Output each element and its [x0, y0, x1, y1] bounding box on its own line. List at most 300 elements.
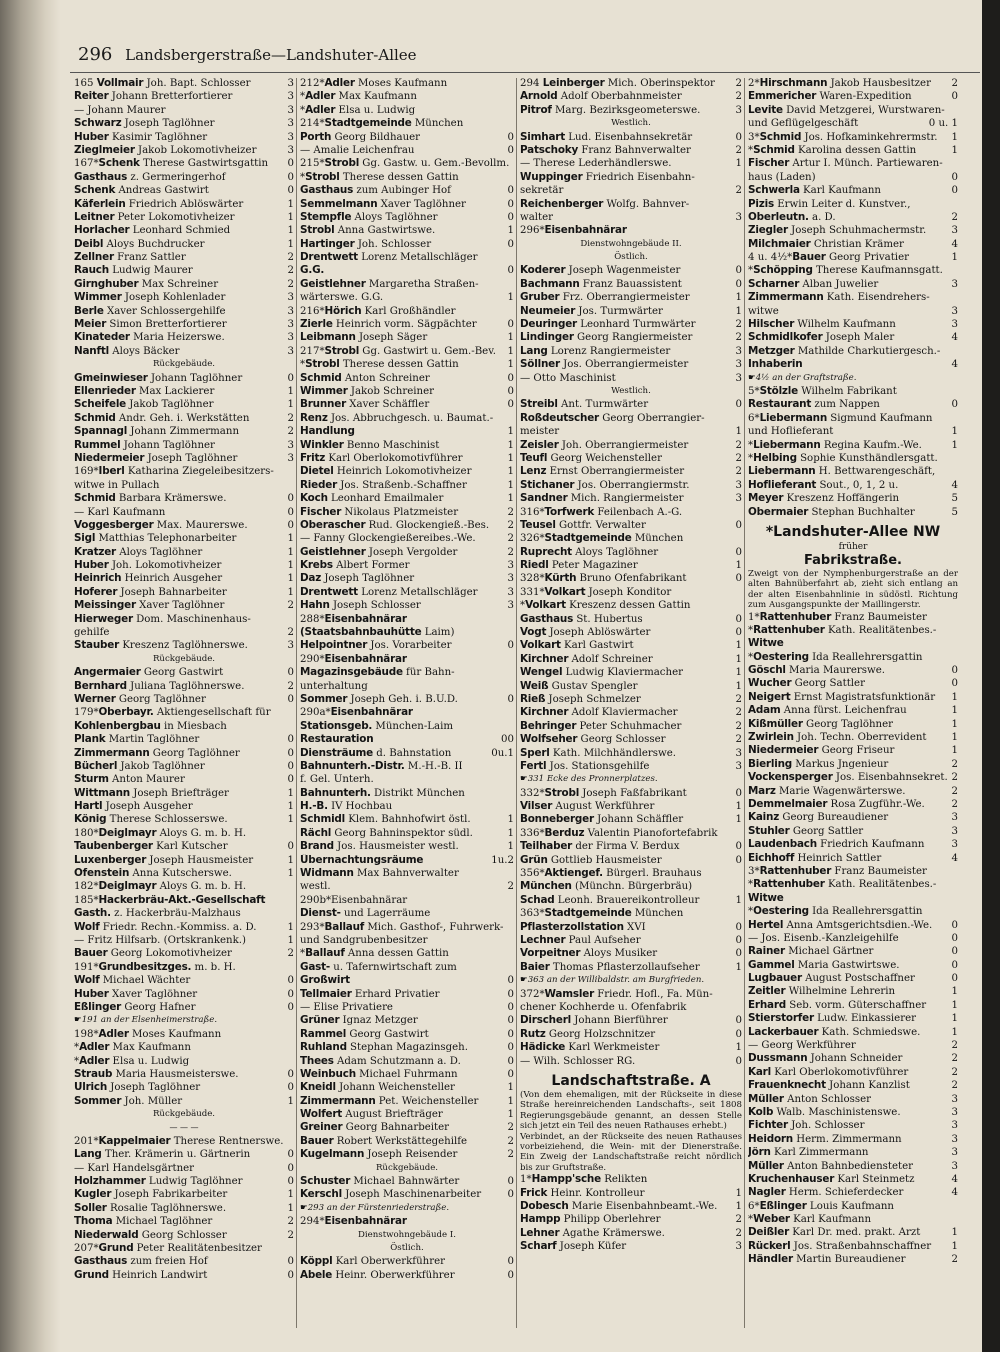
directory-entry — [300, 1001, 514, 1014]
floor-number: 2 — [507, 1149, 514, 1161]
entry-text: Helpointner Jos. Vorarbeiter — [300, 639, 452, 652]
entry-text: Metzger Mathilde Charkutiergesch.- — [748, 344, 941, 357]
entry-text: Heidorn Herm. Zimmermann — [748, 1132, 902, 1145]
entry-text: Zwirlein Joh. Techn. Oberrevident — [748, 731, 927, 744]
cross-reference: ☛ 4½ an der Graftstraße. — [748, 372, 958, 385]
floor-number: 0 — [287, 1176, 294, 1188]
entry-text: Weiß Gustav Spengler — [520, 679, 638, 692]
directory-entry — [748, 1052, 958, 1065]
directory-entry — [300, 787, 514, 800]
entry-text: — Karl Handelsgärtner — [74, 1162, 195, 1174]
entry-text: Niedermeier Georg Friseur — [748, 744, 895, 757]
floor-number: 1 — [287, 225, 294, 237]
entry-text: Strobl Anna Gastwirtswe. — [300, 224, 436, 237]
floor-number: 0 — [287, 760, 294, 772]
entry-text: Widmann Max Bahnverwalter — [300, 867, 459, 880]
directory-entry — [520, 813, 742, 826]
entry-text: 182*Deiglmayr Aloys G. m. b. H. — [74, 880, 247, 893]
directory-entry — [520, 331, 742, 344]
directory-entry — [520, 961, 742, 974]
directory-entry — [748, 117, 958, 130]
floor-number: 1 — [735, 894, 742, 906]
floor-number: 3 — [287, 640, 294, 652]
directory-entry — [74, 439, 294, 452]
directory-entry — [300, 1135, 514, 1148]
entry-text: 294*Eisenbahnärar — [300, 1215, 407, 1228]
floor-number: 2 — [951, 1066, 958, 1078]
entry-text: Vockensperger Jos. Eisenbahnsekret. — [748, 771, 948, 784]
entry-text: Geistlehner Joseph Vergolder — [300, 545, 458, 558]
entry-text: Krebs Albert Former — [300, 559, 410, 572]
entry-text: Sommer Joseph Geh. i. B.U.D. — [300, 692, 458, 705]
directory-entry — [520, 157, 742, 170]
directory-entry — [74, 1041, 294, 1054]
floor-number: 0u.1 — [491, 747, 514, 759]
entry-text: Gruber Frz. Oberrangiermeister — [520, 291, 690, 304]
floor-number: 1 — [287, 198, 294, 210]
floor-number: 2 — [287, 680, 294, 692]
directory-entry — [748, 1213, 958, 1226]
cross-reference: ☛ 363 an der Willibaldstr. am Burgfrieden. — [520, 974, 742, 987]
directory-entry — [300, 224, 514, 237]
floor-number: 0 — [507, 131, 514, 143]
floor-number: 1 — [507, 1095, 514, 1107]
entry-text: f. Gel. Unterh. — [300, 774, 374, 786]
directory-entry — [300, 318, 514, 331]
entry-text: Wimmer Jakob Schreiner — [300, 384, 434, 397]
floor-number: 0 — [287, 185, 294, 197]
entry-text: Patschoky Franz Bahnverwalter — [520, 143, 691, 156]
directory-entry — [520, 1055, 742, 1068]
directory-entry — [748, 157, 958, 170]
directory-entry — [74, 131, 294, 144]
entry-text: Stichaner Jos. Oberrangiermstr. — [520, 478, 690, 491]
floor-number: 4 — [951, 238, 958, 250]
floor-number: 0 — [951, 171, 958, 183]
directory-entry — [748, 1039, 958, 1052]
directory-entry — [300, 546, 514, 559]
floor-number: 1 — [951, 745, 958, 757]
entry-text: sekretär — [520, 185, 564, 197]
directory-entry — [520, 666, 742, 679]
directory-entry — [520, 1173, 742, 1186]
floor-number: 3 — [951, 812, 958, 824]
entry-text: Zimmermann Kath. Eisendrehers- — [748, 291, 930, 304]
entry-text: Zieglmeier Jakob Lokomotivheizer — [74, 143, 257, 156]
floor-number: 0 — [287, 1269, 294, 1281]
directory-entry — [300, 452, 514, 465]
floor-number: 4 — [951, 1187, 958, 1199]
directory-entry — [300, 693, 514, 706]
floor-number: 0 — [507, 144, 514, 156]
floor-number: 3 — [287, 91, 294, 103]
floor-number: 0 — [735, 1028, 742, 1040]
entry-text: Schenk Andreas Gastwirt — [74, 184, 209, 197]
floor-number: 0 — [507, 1068, 514, 1080]
entry-text: Kugelmann Joseph Reisender — [300, 1148, 458, 1161]
entry-text: 198*Adler Moses Kaufmann — [74, 1027, 222, 1040]
floor-number: 1 — [507, 439, 514, 451]
directory-entry — [520, 947, 742, 960]
floor-number: 3 — [735, 104, 742, 116]
entry-text: Wolf Michael Wächter — [74, 974, 191, 987]
directory-entry — [74, 974, 294, 987]
floor-number: 1 — [287, 787, 294, 799]
directory-entry — [748, 198, 958, 211]
directory-entry — [520, 425, 742, 438]
floor-number: 0 — [287, 774, 294, 786]
floor-number: 1 — [287, 1202, 294, 1214]
directory-entry — [300, 144, 514, 157]
entry-text: 179*Oberbayr. Aktiengesellschaft für — [74, 706, 271, 719]
floor-number: 0 — [287, 1256, 294, 1268]
directory-entry — [748, 919, 958, 932]
directory-entry — [74, 934, 294, 947]
entry-text: *Ballauf Anna dessen Gattin — [300, 947, 449, 960]
directory-entry — [520, 921, 742, 934]
entry-text: 5*Stölzle Wilhelm Fabrikant — [748, 384, 897, 397]
entry-text: 165 Vollmair Joh. Bapt. Schlosser — [74, 77, 251, 89]
directory-entry — [74, 479, 294, 492]
entry-text: Oberleutn. a. D. — [748, 210, 836, 223]
entry-text: Vilser August Werkführer — [520, 800, 655, 813]
directory-entry — [74, 398, 294, 411]
separator: — — — — [169, 1123, 199, 1133]
directory-entry — [300, 800, 514, 813]
directory-entry — [74, 747, 294, 760]
floor-number: 0 — [287, 1001, 294, 1013]
directory-entry — [74, 144, 294, 157]
entry-text: Obermaier Stephan Buchhalter — [748, 505, 915, 518]
entry-text: Demmelmaier Rosa Zugführ.-We. — [748, 797, 925, 810]
section-subheading: Rückgebäude. — [375, 1162, 439, 1173]
directory-entry — [300, 439, 514, 452]
directory-entry — [748, 959, 958, 972]
directory-entry — [300, 988, 514, 1001]
entry-text: meister — [520, 426, 560, 438]
entry-text: Fischer Artur I. Münch. Partiewaren- — [748, 157, 943, 170]
entry-text: Scharf Joseph Küfer — [520, 1240, 627, 1253]
entry-text: Weinbuch Michael Fuhrmann — [300, 1067, 458, 1080]
floor-number: 0 — [735, 948, 742, 960]
floor-number: 0 — [951, 399, 958, 411]
floor-number: 2 — [735, 439, 742, 451]
floor-number: 0 — [735, 399, 742, 411]
floor-number: 1 — [287, 238, 294, 250]
floor-number: 0 — [287, 693, 294, 705]
floor-number: 1 — [735, 560, 742, 572]
entry-text: Ellenrieder Max Lackierer — [74, 384, 215, 397]
directory-entry — [520, 224, 742, 237]
directory-entry — [748, 1146, 958, 1159]
directory-entry — [520, 131, 742, 144]
entry-text: Fertl Jos. Stationsgehilfe — [520, 759, 650, 772]
entry-text: Pizis Erwin Leiter d. Kunstver., — [748, 197, 911, 210]
entry-text: Zeisler Joh. Oberrangiermeister — [520, 438, 689, 451]
floor-number: 3 — [287, 144, 294, 156]
entry-text: Rieß Joseph Schmelzer — [520, 692, 641, 705]
directory-entry — [748, 1226, 958, 1239]
directory-entry — [74, 1162, 294, 1175]
floor-number: 2 — [951, 211, 958, 223]
directory-entry — [520, 90, 742, 103]
page-header — [78, 44, 978, 70]
directory-entry — [74, 1242, 294, 1255]
entry-text: *Adler Elsa u. Ludwig — [74, 1054, 190, 1067]
floor-number: 3 — [951, 1160, 958, 1172]
directory-entry — [300, 425, 514, 438]
entry-text: Emmericher Waren-Expedition — [748, 90, 912, 103]
entry-text: Scheifele Jakob Taglöhner — [74, 398, 214, 411]
entry-text: Huber Joh. Lokomotivheizer — [74, 559, 222, 572]
header-rule — [70, 72, 980, 73]
floor-number: 0 — [287, 519, 294, 531]
directory-entry — [74, 840, 294, 853]
directory-entry — [748, 811, 958, 824]
entry-text: *Schöpping Therese Kaufmannsgatt. — [748, 264, 943, 277]
entry-text: — Therese Lederhändlerswe. — [520, 158, 672, 170]
floor-number: 3 — [735, 493, 742, 505]
floor-number: 1 — [735, 814, 742, 826]
directory-entry — [300, 331, 514, 344]
directory-entry — [748, 385, 958, 398]
floor-number: 1 — [951, 705, 958, 717]
floor-number: 3 — [951, 319, 958, 331]
directory-entry — [300, 1095, 514, 1108]
entry-text: Kirchner Adolf Schreiner — [520, 652, 653, 665]
entry-text: Witwe — [748, 891, 784, 904]
directory-entry — [74, 666, 294, 679]
floor-number: 1 — [507, 493, 514, 505]
entry-text: Wengel Ludwig Klaviermacher — [520, 666, 683, 679]
floor-number: 1 — [735, 1042, 742, 1054]
entry-text: Kainz Georg Bureaudiener — [748, 811, 889, 824]
entry-text: Eßlinger Georg Hafner — [74, 1000, 196, 1013]
floor-number: 2 — [735, 319, 742, 331]
entry-text: 3*Schmid Jos. Hofkaminkehrermstr. — [748, 130, 938, 143]
entry-text: Frick Heinr. Kontrolleur — [520, 1186, 645, 1199]
entry-text: Wucher Georg Sattler — [748, 677, 865, 690]
directory-entry — [520, 211, 742, 224]
entry-text: Bahnunterh.-Distr. M.-H.-B. II — [300, 759, 463, 772]
floor-number: 0 — [951, 946, 958, 958]
entry-text: Straub Maria Hausmeisterswe. — [74, 1067, 239, 1080]
directory-entry — [300, 747, 514, 760]
directory-entry — [748, 731, 958, 744]
directory-entry — [300, 117, 514, 130]
directory-entry — [300, 157, 514, 170]
former-name-label: früher — [838, 541, 868, 552]
floor-number: 3 — [951, 278, 958, 290]
directory-entry — [74, 264, 294, 277]
entry-text: Grund Heinrich Landwirt — [74, 1268, 208, 1281]
floor-number: 2 — [951, 1254, 958, 1266]
entry-text: Drentwett Lorenz Metallschläger — [300, 251, 478, 264]
floor-number: 1 — [735, 305, 742, 317]
directory-entry — [520, 1213, 742, 1226]
directory-entry — [520, 264, 742, 277]
entry-text: Taubenberger Karl Kutscher — [74, 840, 228, 853]
directory-entry — [300, 251, 514, 264]
entry-text: 216*Hörich Karl Großhändler — [300, 304, 456, 317]
floor-number: 1 — [507, 1082, 514, 1094]
floor-number: 0 — [507, 693, 514, 705]
directory-entry — [520, 934, 742, 947]
directory-entry — [74, 760, 294, 773]
entry-text: *Rattenhuber Kath. Realitätenbes.- — [748, 878, 937, 891]
directory-entry — [74, 1255, 294, 1268]
floor-number: 3 — [287, 131, 294, 143]
entry-text: — Johann Maurer — [74, 104, 166, 116]
entry-text: — Georg Werkführer — [748, 1040, 856, 1052]
directory-entry — [520, 144, 742, 157]
entry-text: Inhaberin — [748, 358, 803, 371]
floor-number: 0 — [507, 319, 514, 331]
entry-text: Streibl Ant. Turmwärter — [520, 398, 649, 411]
directory-entry — [74, 211, 294, 224]
entry-text: Semmelmann Xaver Taglöhner — [300, 197, 466, 210]
entry-text: Rächl Georg Bahninspektor südl. — [300, 826, 473, 839]
floor-number: 0 — [735, 265, 742, 277]
directory-entry — [300, 1055, 514, 1068]
directory-entry — [74, 372, 294, 385]
entry-text: 290*Eisenbahnärar — [300, 652, 407, 665]
directory-entry — [74, 77, 294, 90]
floor-number: 3 — [951, 1147, 958, 1159]
floor-number: 1 — [287, 801, 294, 813]
floor-number: 0 — [287, 988, 294, 1000]
floor-number: 2 — [287, 600, 294, 612]
directory-entry — [520, 278, 742, 291]
entry-text: Schmidlkofer Joseph Maler — [748, 331, 895, 344]
entry-text: Grüner Ignaz Metzger — [300, 1014, 418, 1027]
floor-number: 3 — [507, 600, 514, 612]
entry-text: 363*Stadtgemeinde München — [520, 907, 684, 920]
entry-text: Gasthaus z. Germeringerhof — [74, 170, 226, 183]
street-description: Zweigt von der Nymphenburgerstraße an der alten Bahnüberfahrt ab, zieht sich entlang an der alten Eisenbahnlinie in südöstl. Richtung zum Ausgangspunkte der Maillingerstr. — [748, 568, 958, 611]
entry-text: Jörn Karl Zimmermann — [748, 1146, 869, 1159]
entry-text: 4 u. 4½*Bauer Georg Privatier — [748, 251, 909, 264]
entry-text: Pflasterzollstation XVI — [520, 920, 646, 933]
floor-number: 0 — [507, 1055, 514, 1067]
floor-number: 1 — [287, 1095, 294, 1107]
directory-entry — [748, 465, 958, 478]
entry-text: Fichter Joh. Schlosser — [748, 1119, 865, 1132]
directory-entry — [300, 813, 514, 826]
entry-text: Lackerbauer Kath. Schmiedswe. — [748, 1025, 921, 1038]
directory-entry — [74, 1215, 294, 1228]
entry-text: Dussmann Johann Schneider — [748, 1052, 903, 1065]
directory-entry — [300, 894, 514, 907]
floor-number: 0 — [287, 1082, 294, 1094]
directory-entry — [748, 291, 958, 304]
floor-number: 1 — [507, 426, 514, 438]
floor-number: 3 — [287, 345, 294, 357]
floor-number: 0 — [287, 1149, 294, 1161]
floor-number: 2 — [287, 426, 294, 438]
entry-text: Luxenberger Joseph Hausmeister — [74, 853, 254, 866]
directory-entry — [300, 947, 514, 960]
entry-text: *Adler Max Kaufmann — [300, 90, 417, 103]
running-title: Landsbergerstraße—Landshuter-Allee — [125, 46, 417, 64]
directory-entry — [74, 680, 294, 693]
directory-entry — [74, 1229, 294, 1242]
floor-number: 1 — [507, 814, 514, 826]
floor-number: 3 — [287, 305, 294, 317]
directory-entry — [300, 666, 514, 679]
directory-entry — [300, 1121, 514, 1134]
directory-entry — [748, 238, 958, 251]
entry-text: Greiner Georg Bahnarbeiter — [300, 1121, 450, 1134]
directory-entry — [74, 1135, 294, 1148]
directory-entry — [74, 961, 294, 974]
floor-number: 0 — [507, 1015, 514, 1027]
section-subheading: Dienstwohngebäude I. — [358, 1229, 456, 1240]
entry-text: Zimmermann Pet. Weichensteller — [300, 1094, 479, 1107]
directory-entry — [300, 907, 514, 920]
directory-entry — [748, 932, 958, 945]
entry-text: Stierstorfer Ludw. Einkassierer — [748, 1012, 916, 1025]
directory-entry — [74, 238, 294, 251]
entry-text: *Strobl Therese dessen Gattin — [300, 170, 459, 183]
street-description: (Von dem ehemaligen, mit der Rückseite in diese Straße hereinreichenden Landschafts-, seit 1808 Regierungsgebäude genannt, an dessen Stelle sich jetzt ein Teil des neuen Rathauses erhebt.) — [520, 1089, 742, 1132]
directory-entry — [300, 1028, 514, 1041]
floor-number: 1 — [287, 211, 294, 223]
floor-number: 1 — [287, 385, 294, 397]
directory-entry — [748, 278, 958, 291]
street-heading: *Landshuter-Allee NW — [765, 523, 941, 540]
floor-number: 0 — [735, 787, 742, 799]
section-subheading: Westlich. — [611, 118, 651, 129]
book-binding-shadow — [0, 0, 60, 1352]
directory-entry — [300, 372, 514, 385]
floor-number: 2 — [951, 1053, 958, 1065]
directory-entry — [300, 773, 514, 786]
entry-text: Sturm Anton Maurer — [74, 773, 185, 786]
entry-text: Reiter Johann Bretterfortierer — [74, 90, 233, 103]
entry-text: Werner Georg Taglöhner — [74, 692, 206, 705]
floor-number: 4 — [951, 479, 958, 491]
floor-number: 0 — [735, 546, 742, 558]
floor-number: 0 — [951, 932, 958, 944]
entry-text: Schmid Anton Schreiner — [300, 371, 430, 384]
entry-text: Porth Georg Bildhauer — [300, 130, 421, 143]
floor-number: 3 — [287, 104, 294, 116]
directory-entry — [748, 825, 958, 838]
entry-text: Stationsgeb. München-Laim — [300, 719, 454, 732]
entry-text: Meissinger Xaver Taglöhner — [74, 599, 225, 612]
entry-text: Kugler Joseph Fabrikarbeiter — [74, 1188, 228, 1201]
floor-number: 2 — [735, 1227, 742, 1239]
directory-entry — [74, 773, 294, 786]
directory-entry — [748, 1200, 958, 1213]
floor-number: 3 — [287, 292, 294, 304]
floor-number: 3 — [951, 305, 958, 317]
floor-number: 1 — [735, 292, 742, 304]
directory-entry — [748, 1133, 958, 1146]
directory-entry — [74, 626, 294, 639]
entry-text: Ziegler Joseph Schuhmachermstr. — [748, 224, 927, 237]
floor-number: 2 — [735, 185, 742, 197]
entry-text: Meier Simon Bretterfortierer — [74, 318, 227, 331]
floor-number: 1 — [287, 560, 294, 572]
directory-entry — [520, 613, 742, 626]
entry-text: Niedermeier Joseph Taglöhner — [74, 451, 238, 464]
entry-text: Berle Xaver Schlossergehilfe — [74, 304, 226, 317]
entry-text: Rutz Georg Holzschnitzer — [520, 1027, 656, 1040]
directory-entry — [748, 479, 958, 492]
directory-entry — [74, 599, 294, 612]
